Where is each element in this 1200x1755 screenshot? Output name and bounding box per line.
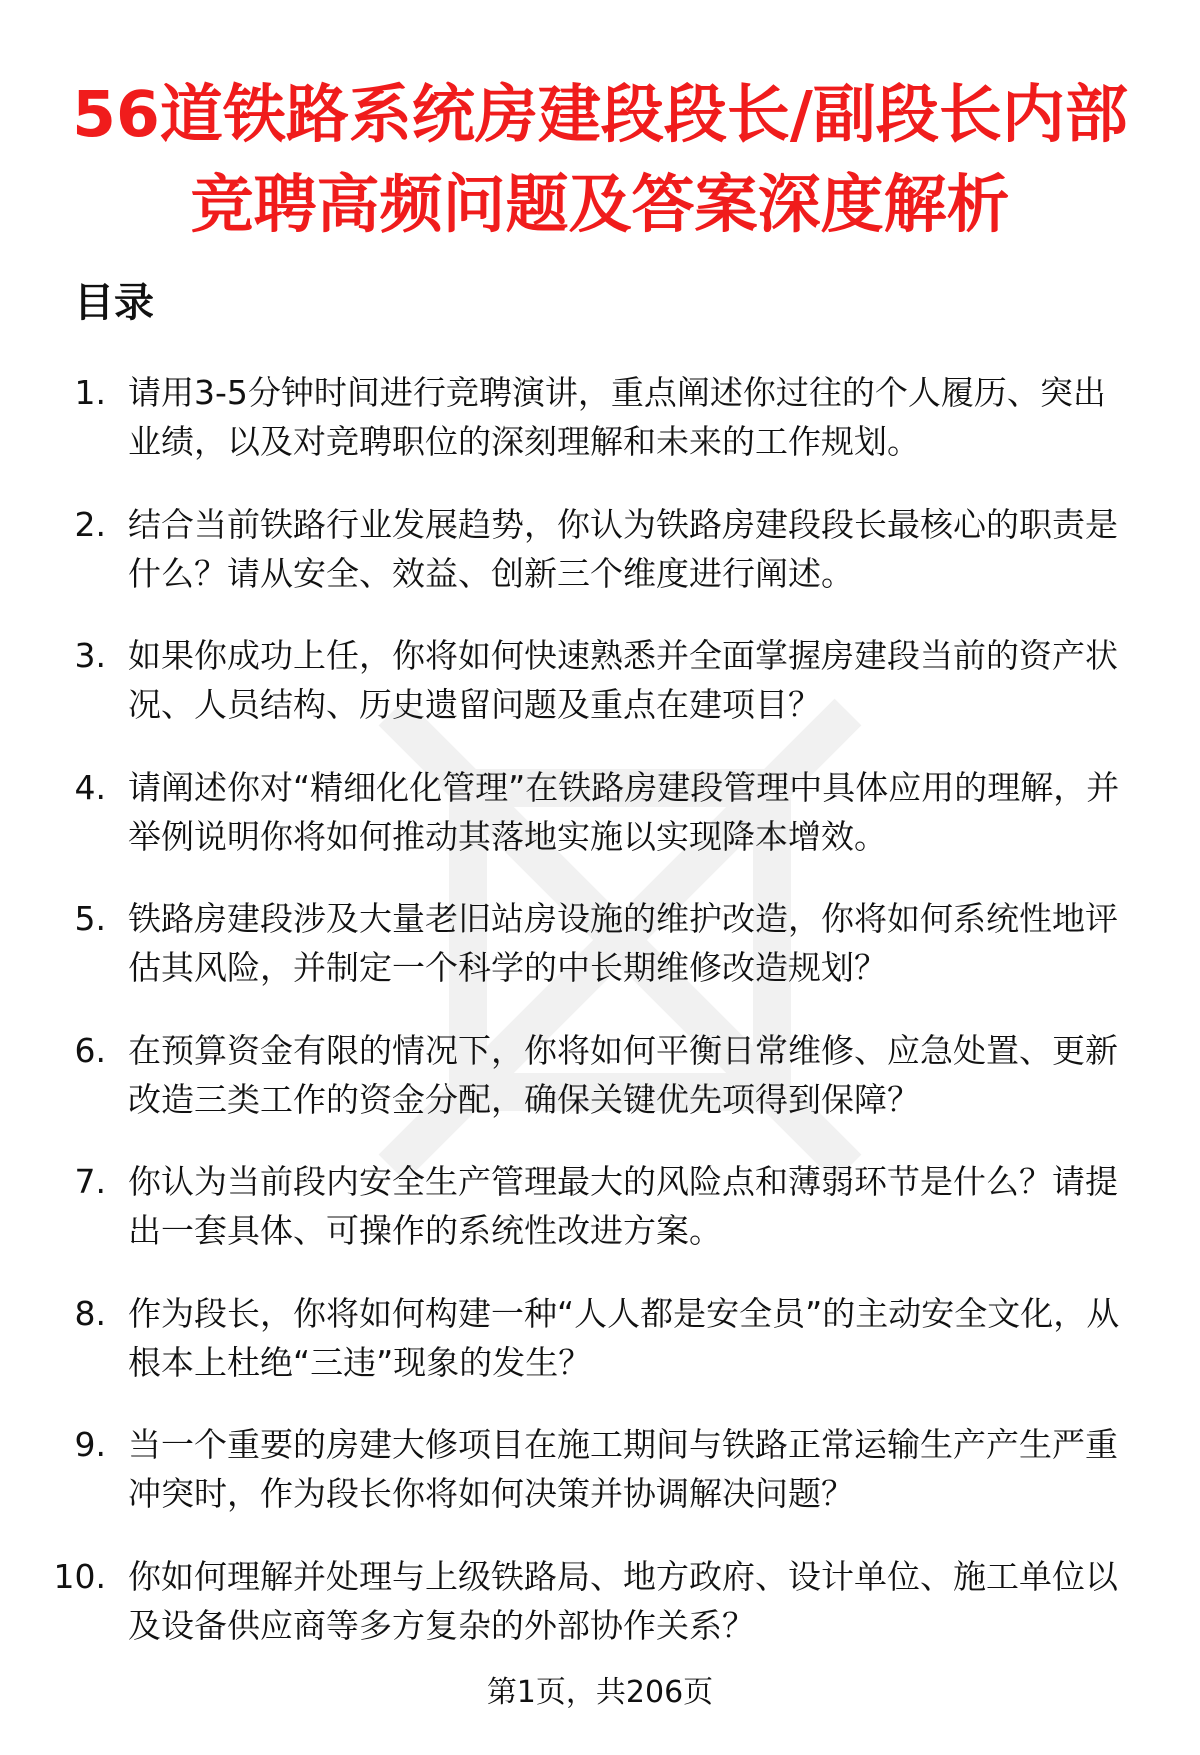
toc-item-number: 5. (74, 899, 106, 938)
toc-item[interactable] (0, 1552, 1200, 1684)
toc-item[interactable] (0, 1026, 1200, 1158)
toc-item[interactable] (0, 500, 1200, 632)
toc-item-text: 你认为当前段内安全生产管理最大的风险点和薄弱环节是什么？请提出一套具体、可操作的系统性改进方案。 (128, 1162, 1118, 1250)
toc-item-number: 1. (74, 373, 106, 412)
toc-item-text: 当一个重要的房建大修项目在施工期间与铁路正常运输生产产生严重冲突时，作为段长你将如何决策并协调解决问题？ (128, 1425, 1118, 1513)
toc-item[interactable] (0, 894, 1200, 1026)
toc-item-text: 如果你成功上任，你将如何快速熟悉并全面掌握房建段当前的资产状况、人员结构、历史遗留问题及重点在建项目？ (128, 636, 1118, 724)
toc-item-text: 请用3-5分钟时间进行竞聘演讲，重点阐述你过往的个人履历、突出业绩，以及对竞聘职位的深刻理解和未来的工作规划。 (128, 373, 1106, 461)
toc-item[interactable] (0, 631, 1200, 763)
toc-item[interactable] (0, 368, 1200, 500)
toc-item-text: 在预算资金有限的情况下，你将如何平衡日常维修、应急处置、更新改造三类工作的资金分配，确保关键优先项得到保障？ (128, 1030, 1118, 1119)
toc-item-number: 10. (53, 1556, 106, 1596)
toc-item-number: 9. (74, 1425, 106, 1464)
toc-item-number: 7. (74, 1162, 106, 1201)
toc-item-number: 4. (74, 767, 106, 807)
toc-heading: 目录 (74, 280, 154, 326)
toc-item-text: 请阐述你对“精细化化管理”在铁路房建段管理中具体应用的理解，并举例说明你将如何推动其落地实施以实现降本增效。 (128, 767, 1120, 856)
toc-item[interactable] (0, 763, 1200, 895)
document-title: 56道铁路系统房建段段长/副段长内部竞聘高频问题及答案深度解析 (72, 78, 1128, 241)
toc-item-number: 2. (74, 504, 106, 544)
toc-item[interactable] (0, 1289, 1200, 1421)
toc-item-text: 作为段长，你将如何构建一种“人人都是安全员”的主动安全文化，从根本上杜绝“三违”现象的发生？ (128, 1293, 1120, 1382)
toc-list (0, 368, 1200, 1683)
toc-item[interactable] (0, 1157, 1200, 1289)
toc-item-number: 8. (74, 1293, 106, 1333)
toc-item[interactable] (0, 1420, 1200, 1552)
toc-item-text: 铁路房建段涉及大量老旧站房设施的维护改造，你将如何系统性地评估其风险，并制定一个科学的中长期维修改造规划？ (128, 899, 1118, 987)
toc-item-text: 结合当前铁路行业发展趋势，你认为铁路房建段段长最核心的职责是什么？请从安全、效益、创新三个维度进行阐述。 (128, 504, 1118, 593)
toc-item-text: 你如何理解并处理与上级铁路局、地方政府、设计单位、施工单位以及设备供应商等多方复杂的外部协作关系？ (128, 1556, 1118, 1645)
page-footer: 第1页，共206页 (486, 1675, 714, 1710)
toc-item-number: 3. (74, 636, 106, 675)
toc-item-number: 6. (74, 1030, 106, 1070)
